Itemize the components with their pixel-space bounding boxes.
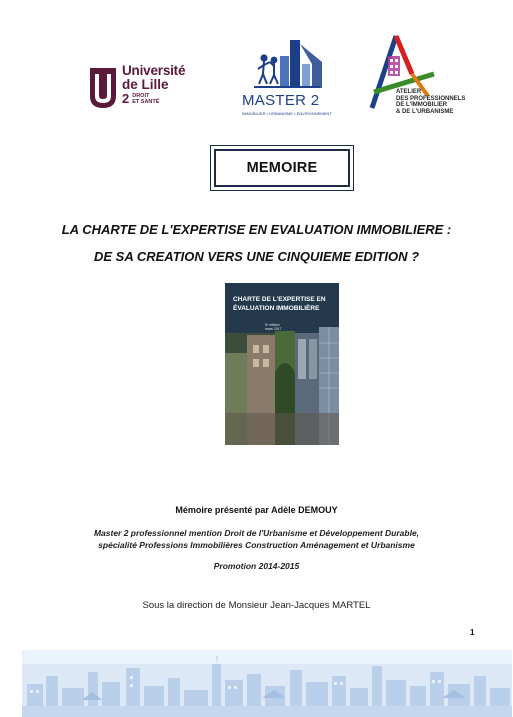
thesis-title-line1: LA CHARTE DE L'EXPERTISE EN EVALUATION IMMOBILIERE : [61,222,452,237]
page-number: 1 [470,628,475,637]
cover-title-line2: ÉVALUATION IMMOBILIÈRE [233,305,320,312]
lille-logo-line1: Université [122,63,186,78]
cover-title-line1: CHARTE DE L'EXPERTISE EN [233,296,326,303]
lille-logo-sub2: ET SANTÉ [132,99,160,105]
master2-tagline: IMMOBILIER ▪ URBANISME ▪ ENVIRONNEMENT [242,111,332,116]
program-line1: Master 2 professionnel mention Droit de l'Urbanisme et Développement Durable, [93,528,420,538]
atelier-line-4: & DE L'URBANISME [396,108,454,115]
lille-shield-icon [88,66,118,110]
atelier-professionnels-logo [368,34,468,118]
buildings-people-icon [250,38,324,92]
presented-by: Mémoire présenté par Adèle DEMOUY [175,505,338,515]
lille-logo-line2: de Lille [122,77,169,92]
master2-logo [240,38,332,118]
document-type-box [210,145,354,191]
atelier-line-1: ATELIER [396,89,422,95]
atelier-line-3: DE L'IMMOBILIER [396,102,448,108]
master2-label: MASTER 2 [242,92,320,109]
book-cover-image [225,283,339,445]
thesis-title-line2: DE SA CREATION VERS UNE CINQUIEME EDITION ? [93,249,420,264]
lille-logo-number: 2 [122,91,130,106]
supervisor-line: Sous la direction de Monsieur Jean-Jacques MARTEL [142,600,371,611]
city-skyline-footer [22,650,512,717]
promotion-year: Promotion 2014-2015 [213,561,300,571]
atelier-line-2: DES PROFESSIONNELS [396,95,466,102]
universite-lille-logo [88,64,198,112]
document-type-label: MEMOIRE [246,160,318,176]
cover-edition-line2: mars 2017 [265,327,282,331]
program-line2: spécialité Professions Immobilières Construction Aménagement et Urbanisme [98,540,415,550]
lille-logo-sub1: DROIT [132,93,150,99]
cover-edition-line1: 5ᵉ édition [265,323,280,327]
